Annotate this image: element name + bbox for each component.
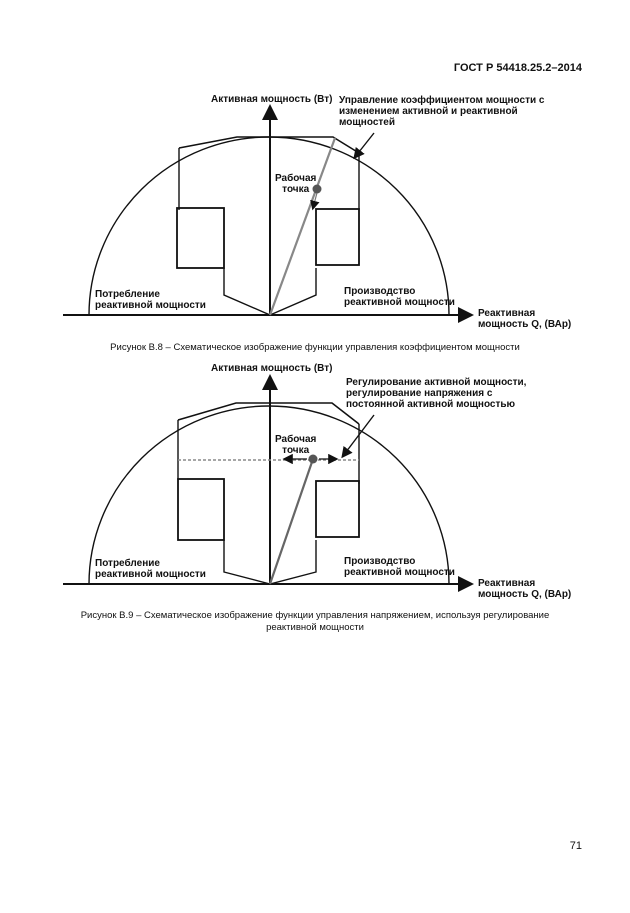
page-number: 71	[569, 840, 582, 852]
annotation-pointer	[355, 133, 374, 157]
left-box	[178, 479, 224, 540]
figure-b8-caption: Рисунок В.8 – Схематическое изображение функции управления коэффициентом мощности	[110, 342, 520, 353]
consumption-label: Потребление реактивной мощности	[95, 558, 206, 580]
figure-b9	[0, 360, 630, 605]
figure-b8	[0, 90, 630, 360]
operating-point-label: Рабочая точка	[275, 173, 317, 195]
power-factor-line	[270, 138, 335, 315]
y-axis-label: Активная мощность (Вт)	[211, 363, 333, 374]
x-axis-label: Реактивная мощность Q, (ВАр)	[478, 308, 572, 330]
annotation-text: Управление коэффициентом мощности с изменением активной и реактивной мощностей	[339, 95, 545, 128]
production-label: Производство реактивной мощности	[344, 556, 455, 578]
operating-point-label: Рабочая точка	[275, 434, 317, 456]
right-box	[316, 209, 359, 265]
production-label: Производство реактивной мощности	[344, 286, 455, 308]
figure-b9-caption: Рисунок В.9 – Схематическое изображение функции управления напряжением, используя регулирование реактивной мощности	[80, 610, 550, 633]
voltage-line	[270, 459, 313, 584]
y-axis-label: Активная мощность (Вт)	[211, 94, 333, 105]
consumption-label: Потребление реактивной мощности	[95, 289, 206, 311]
annotation-text: Регулирование активной мощности, регулирование напряжения с постоянной активной мощностью	[346, 377, 527, 410]
left-box	[177, 208, 224, 268]
x-axis-label: Реактивная мощность Q, (ВАр)	[478, 578, 572, 600]
right-box	[316, 481, 359, 537]
document-id: ГОСТ Р 54418.25.2–2014	[453, 62, 582, 74]
